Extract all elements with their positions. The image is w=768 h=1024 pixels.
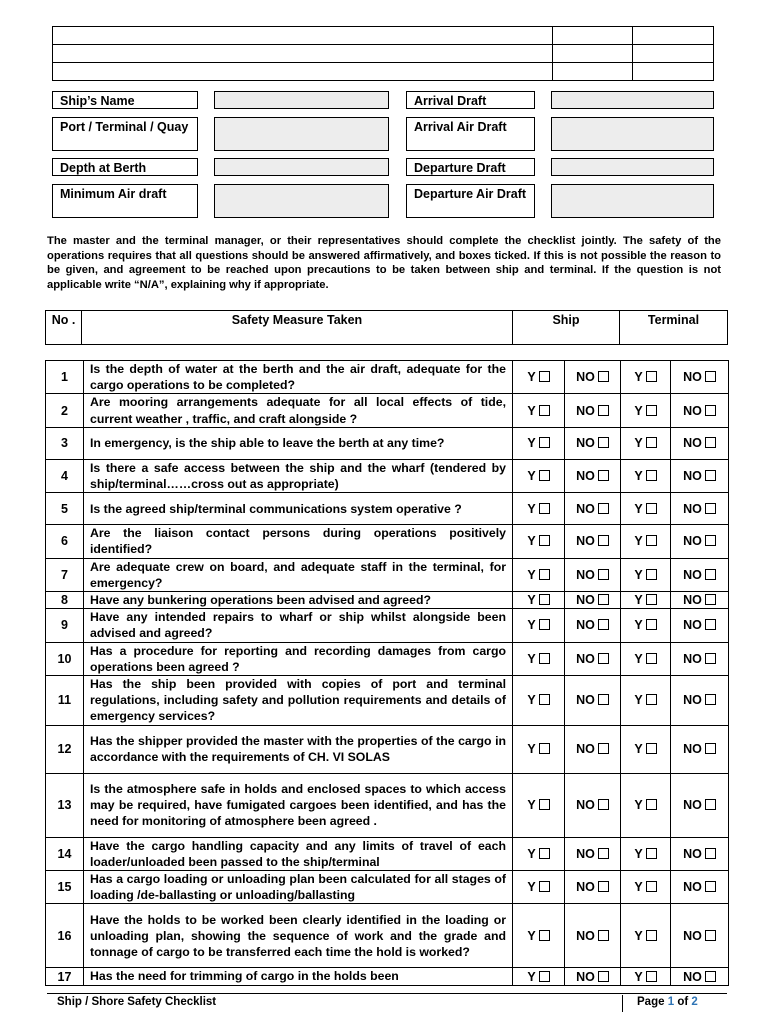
checklist-row <box>46 394 729 427</box>
ship-yes-checkbox[interactable] <box>539 743 550 754</box>
ship-no-checkbox[interactable] <box>598 694 609 705</box>
item-question: Is there a safe access between the ship and the wharf (tendered by ship/terminal……cross out as appropriate) <box>84 459 513 492</box>
terminal-no <box>671 968 729 985</box>
item-question: Are adequate crew on board, and adequate staff in the terminal, for emergency? <box>84 558 513 591</box>
page-indicator <box>637 996 698 1008</box>
item-number: 16 <box>46 904 84 968</box>
item-question: Are mooring arrangements adequate for all local effects of tide, current weather , traffic, and craft alongside ? <box>84 394 513 427</box>
terminal-no-checkbox[interactable] <box>705 619 716 630</box>
item-question: Has the need for trimming of cargo in the holds been <box>84 968 513 985</box>
ship-yes <box>513 904 565 968</box>
terminal-no <box>671 427 729 459</box>
checklist-row <box>46 525 729 558</box>
ship-no <box>565 558 621 591</box>
checklist-row <box>46 871 729 904</box>
item-number: 8 <box>46 592 84 609</box>
terminal-no <box>671 837 729 870</box>
ship-yes-label: Y <box>527 928 536 943</box>
ship-no <box>565 459 621 492</box>
departure-draft-label: Departure Draft <box>406 158 535 176</box>
terminal-yes <box>621 676 671 726</box>
terminal-yes-checkbox[interactable] <box>646 569 657 580</box>
item-number: 3 <box>46 427 84 459</box>
ship-no <box>565 837 621 870</box>
terminal-no-checkbox[interactable] <box>705 930 716 941</box>
terminal-no-checkbox[interactable] <box>705 881 716 892</box>
item-question: Has the shipper provided the master with the properties of the cargo in accordance with the requirements of CH. VI SOLAS <box>84 725 513 773</box>
ship-no-checkbox[interactable] <box>598 653 609 664</box>
ship-yes <box>513 525 565 558</box>
terminal-yes-label: Y <box>634 969 643 984</box>
terminal-yes-checkbox[interactable] <box>646 503 657 514</box>
ship-yes <box>513 558 565 591</box>
ship-no-label: NO <box>576 534 595 549</box>
ship-no-checkbox[interactable] <box>598 743 609 754</box>
terminal-no-label: NO <box>683 880 702 895</box>
ship-no-label: NO <box>576 618 595 633</box>
ship-yes-label: Y <box>527 798 536 813</box>
ship-yes-label: Y <box>527 469 536 484</box>
minimum-air-draft-field[interactable] <box>214 184 389 218</box>
ship-no-checkbox[interactable] <box>598 881 609 892</box>
ship-yes <box>513 968 565 985</box>
terminal-no-label: NO <box>683 370 702 385</box>
terminal-yes-checkbox[interactable] <box>646 371 657 382</box>
terminal-no <box>671 904 729 968</box>
terminal-yes <box>621 361 671 394</box>
terminal-no-checkbox[interactable] <box>705 535 716 546</box>
terminal-no-label: NO <box>683 742 702 757</box>
item-number: 11 <box>46 676 84 726</box>
arrival-air-draft-label: Arrival Air Draft <box>406 117 535 151</box>
ship-yes-checkbox[interactable] <box>539 848 550 859</box>
terminal-no-checkbox[interactable] <box>705 848 716 859</box>
ship-no-checkbox[interactable] <box>598 405 609 416</box>
terminal-no-label: NO <box>683 436 702 451</box>
ship-yes-label: Y <box>527 880 536 895</box>
terminal-no <box>671 525 729 558</box>
terminal-yes-checkbox[interactable] <box>646 470 657 481</box>
item-question: Have any intended repairs to wharf or ship whilst alongside been advised and agreed? <box>84 609 513 642</box>
terminal-yes <box>621 427 671 459</box>
ship-yes-checkbox[interactable] <box>539 619 550 630</box>
terminal-no-checkbox[interactable] <box>705 653 716 664</box>
terminal-yes <box>621 609 671 642</box>
ship-no <box>565 642 621 675</box>
terminal-no <box>671 773 729 837</box>
checklist-row <box>46 592 729 609</box>
checklist-column-header <box>45 310 728 345</box>
terminal-yes <box>621 558 671 591</box>
ship-yes-label: Y <box>527 693 536 708</box>
minimum-air-draft-label: Minimum Air draft <box>52 184 198 218</box>
terminal-no-checkbox[interactable] <box>705 503 716 514</box>
page-word: Page <box>637 996 665 1008</box>
terminal-yes-label: Y <box>634 403 643 418</box>
terminal-yes-label: Y <box>634 593 643 608</box>
terminal-no-label: NO <box>683 534 702 549</box>
checklist-row <box>46 361 729 394</box>
terminal-no <box>671 609 729 642</box>
ship-yes-checkbox[interactable] <box>539 799 550 810</box>
ship-no-checkbox[interactable] <box>598 371 609 382</box>
ship-no-checkbox[interactable] <box>598 470 609 481</box>
ship-yes <box>513 459 565 492</box>
terminal-yes-label: Y <box>634 798 643 813</box>
terminal-no-checkbox[interactable] <box>705 743 716 754</box>
ship-yes <box>513 871 565 904</box>
ship-no-checkbox[interactable] <box>598 503 609 514</box>
terminal-no <box>671 361 729 394</box>
terminal-yes-checkbox[interactable] <box>646 694 657 705</box>
terminal-yes <box>621 968 671 985</box>
col-terminal-header: Terminal <box>620 311 728 345</box>
ship-yes-label: Y <box>527 969 536 984</box>
checklist-row <box>46 493 729 525</box>
depth-at-berth-field[interactable] <box>214 158 389 176</box>
port-terminal-quay-label: Port / Terminal / Quay <box>52 117 198 151</box>
footer-separator <box>622 995 623 1012</box>
terminal-yes-checkbox[interactable] <box>646 971 657 982</box>
ship-yes-label: Y <box>527 567 536 582</box>
terminal-yes-checkbox[interactable] <box>646 437 657 448</box>
terminal-yes-label: Y <box>634 693 643 708</box>
ship-yes-checkbox[interactable] <box>539 930 550 941</box>
ship-yes <box>513 837 565 870</box>
ship-no-label: NO <box>576 928 595 943</box>
departure-draft-field[interactable] <box>551 158 714 176</box>
terminal-yes-label: Y <box>634 501 643 516</box>
item-number: 14 <box>46 837 84 870</box>
terminal-no <box>671 459 729 492</box>
col-no-header: No . <box>46 311 82 345</box>
checklist-table <box>45 360 729 986</box>
terminal-no-checkbox[interactable] <box>705 371 716 382</box>
item-number: 10 <box>46 642 84 675</box>
ship-no <box>565 394 621 427</box>
terminal-no-checkbox[interactable] <box>705 694 716 705</box>
checklist-row <box>46 676 729 726</box>
terminal-yes-label: Y <box>634 370 643 385</box>
ship-no-label: NO <box>576 880 595 895</box>
ship-no-label: NO <box>576 403 595 418</box>
ship-no-label: NO <box>576 593 595 608</box>
checklist-row <box>46 609 729 642</box>
ship-yes <box>513 773 565 837</box>
ship-no <box>565 725 621 773</box>
ship-no-label: NO <box>576 651 595 666</box>
ship-no-label: NO <box>576 436 595 451</box>
item-question: Have the holds to be worked been clearly identified in the loading or unloading plan, showing the sequence of work and the grade and tonnage of cargo to be transferred each time the hold is worked? <box>84 904 513 968</box>
ship-no <box>565 609 621 642</box>
terminal-yes-checkbox[interactable] <box>646 848 657 859</box>
ship-no <box>565 493 621 525</box>
terminal-no-checkbox[interactable] <box>705 437 716 448</box>
checklist-row <box>46 427 729 459</box>
ship-yes-checkbox[interactable] <box>539 971 550 982</box>
ship-yes <box>513 676 565 726</box>
terminal-no-label: NO <box>683 651 702 666</box>
terminal-no-checkbox[interactable] <box>705 799 716 810</box>
ship-yes-label: Y <box>527 534 536 549</box>
item-question: Has the ship been provided with copies of port and terminal regulations, including safety and pollution requirements and details of emergency services? <box>84 676 513 726</box>
ship-no-label: NO <box>576 501 595 516</box>
terminal-no-checkbox[interactable] <box>705 470 716 481</box>
item-question: Is the atmosphere safe in holds and enclosed spaces to which access may be required, have fumigated cargoes been identified, and has the need for monitoring of atmosphere been agreed . <box>84 773 513 837</box>
ship-name-field[interactable] <box>214 91 389 109</box>
item-number: 15 <box>46 871 84 904</box>
ship-no-checkbox[interactable] <box>598 437 609 448</box>
item-number: 6 <box>46 525 84 558</box>
ship-yes <box>513 361 565 394</box>
terminal-no-checkbox[interactable] <box>705 405 716 416</box>
terminal-no-checkbox[interactable] <box>705 569 716 580</box>
ship-no <box>565 427 621 459</box>
ship-no <box>565 904 621 968</box>
departure-air-draft-label: Departure Air Draft <box>406 184 535 218</box>
terminal-no <box>671 493 729 525</box>
ship-no-label: NO <box>576 846 595 861</box>
checklist-row <box>46 725 729 773</box>
arrival-air-draft-field[interactable] <box>551 117 714 151</box>
terminal-yes-label: Y <box>634 534 643 549</box>
terminal-no-checkbox[interactable] <box>705 594 716 605</box>
item-number: 12 <box>46 725 84 773</box>
terminal-yes-label: Y <box>634 436 643 451</box>
item-number: 13 <box>46 773 84 837</box>
terminal-no <box>671 642 729 675</box>
ship-yes-checkbox[interactable] <box>539 535 550 546</box>
checklist-row <box>46 904 729 968</box>
terminal-no <box>671 394 729 427</box>
ship-yes-checkbox[interactable] <box>539 405 550 416</box>
checklist-row <box>46 837 729 870</box>
terminal-yes <box>621 525 671 558</box>
item-question: In emergency, is the ship able to leave the berth at any time? <box>84 427 513 459</box>
ship-no-checkbox[interactable] <box>598 799 609 810</box>
intro-paragraph: The master and the terminal manager, or their representatives should complete the checklist jointly. The safety of the operations requires that all questions should be answered affirmatively, and boxes ticked. If this is not possible the reason to be given, and agreement to be reached upon precautions to be taken between ship and terminal. If the question is not applicable write “N/A”, explaining why if appropriate. <box>47 235 721 292</box>
ship-no-checkbox[interactable] <box>598 930 609 941</box>
terminal-no <box>671 558 729 591</box>
terminal-yes-label: Y <box>634 846 643 861</box>
ship-no-label: NO <box>576 567 595 582</box>
item-question: Have the cargo handling capacity and any limits of travel of each loader/unloaded been passed to the ship/terminal <box>84 837 513 870</box>
item-question: Has a cargo loading or unloading plan been calculated for all stages of loading /de-ballasting or unloading/ballasting <box>84 871 513 904</box>
terminal-yes <box>621 642 671 675</box>
item-number: 9 <box>46 609 84 642</box>
terminal-yes-label: Y <box>634 567 643 582</box>
ship-no-checkbox[interactable] <box>598 535 609 546</box>
col-ship-header: Ship <box>513 311 620 345</box>
arrival-draft-label: Arrival Draft <box>406 91 535 109</box>
terminal-yes-label: Y <box>634 469 643 484</box>
ship-yes <box>513 427 565 459</box>
ship-no-label: NO <box>576 469 595 484</box>
item-question: Are the liaison contact persons during operations positively identified? <box>84 525 513 558</box>
ship-yes-label: Y <box>527 651 536 666</box>
ship-yes-checkbox[interactable] <box>539 653 550 664</box>
ship-yes <box>513 642 565 675</box>
current-page: 1 <box>667 996 675 1008</box>
ship-yes-checkbox[interactable] <box>539 371 550 382</box>
depth-at-berth-label: Depth at Berth <box>52 158 198 176</box>
terminal-no <box>671 592 729 609</box>
terminal-yes-label: Y <box>634 651 643 666</box>
ship-yes <box>513 609 565 642</box>
ship-no-label: NO <box>576 798 595 813</box>
ship-yes-checkbox[interactable] <box>539 881 550 892</box>
terminal-yes <box>621 871 671 904</box>
col-measure-header: Safety Measure Taken <box>82 311 513 345</box>
ship-name-label: Ship’s Name <box>52 91 198 109</box>
terminal-yes-checkbox[interactable] <box>646 405 657 416</box>
ship-yes-label: Y <box>527 501 536 516</box>
terminal-yes <box>621 773 671 837</box>
ship-no <box>565 871 621 904</box>
ship-yes <box>513 394 565 427</box>
departure-air-draft-field[interactable] <box>551 184 714 218</box>
ship-yes <box>513 592 565 609</box>
terminal-yes-checkbox[interactable] <box>646 881 657 892</box>
item-number: 1 <box>46 361 84 394</box>
item-question: Is the agreed ship/terminal communications system operative ? <box>84 493 513 525</box>
ship-yes-label: Y <box>527 742 536 757</box>
ship-yes-checkbox[interactable] <box>539 470 550 481</box>
ship-no-checkbox[interactable] <box>598 971 609 982</box>
ship-no-checkbox[interactable] <box>598 848 609 859</box>
terminal-yes <box>621 725 671 773</box>
terminal-yes-checkbox[interactable] <box>646 743 657 754</box>
ship-yes-checkbox[interactable] <box>539 694 550 705</box>
ship-no <box>565 525 621 558</box>
checklist-row <box>46 642 729 675</box>
ship-yes <box>513 493 565 525</box>
terminal-no-label: NO <box>683 403 702 418</box>
terminal-yes <box>621 394 671 427</box>
terminal-yes-checkbox[interactable] <box>646 619 657 630</box>
ship-no-label: NO <box>576 742 595 757</box>
ship-no-checkbox[interactable] <box>598 569 609 580</box>
terminal-yes <box>621 837 671 870</box>
ship-no-label: NO <box>576 969 595 984</box>
ship-yes-label: Y <box>527 436 536 451</box>
checklist-row <box>46 968 729 985</box>
terminal-yes-checkbox[interactable] <box>646 930 657 941</box>
checklist-row <box>46 773 729 837</box>
item-question: Has a procedure for reporting and recording damages from cargo operations been agreed ? <box>84 642 513 675</box>
terminal-yes-label: Y <box>634 618 643 633</box>
item-number: 4 <box>46 459 84 492</box>
terminal-yes-label: Y <box>634 928 643 943</box>
ship-no <box>565 773 621 837</box>
footer-rule <box>47 993 727 994</box>
terminal-yes-label: Y <box>634 880 643 895</box>
ship-yes-label: Y <box>527 618 536 633</box>
ship-yes-label: Y <box>527 593 536 608</box>
header-grid <box>52 26 714 81</box>
ship-yes-checkbox[interactable] <box>539 437 550 448</box>
terminal-no-label: NO <box>683 928 702 943</box>
terminal-yes-label: Y <box>634 742 643 757</box>
terminal-no-label: NO <box>683 501 702 516</box>
ship-yes-checkbox[interactable] <box>539 594 550 605</box>
ship-yes-checkbox[interactable] <box>539 503 550 514</box>
checklist-row <box>46 459 729 492</box>
checklist-row <box>46 558 729 591</box>
terminal-no <box>671 725 729 773</box>
terminal-yes-checkbox[interactable] <box>646 653 657 664</box>
port-terminal-quay-field[interactable] <box>214 117 389 151</box>
item-number: 2 <box>46 394 84 427</box>
ship-yes-checkbox[interactable] <box>539 569 550 580</box>
terminal-yes <box>621 459 671 492</box>
ship-yes-label: Y <box>527 403 536 418</box>
terminal-yes <box>621 592 671 609</box>
ship-yes <box>513 725 565 773</box>
terminal-no <box>671 676 729 726</box>
footer-title: Ship / Shore Safety Checklist <box>57 996 217 1008</box>
terminal-no <box>671 871 729 904</box>
ship-no-checkbox[interactable] <box>598 619 609 630</box>
ship-no <box>565 968 621 985</box>
arrival-draft-field[interactable] <box>551 91 714 109</box>
terminal-yes-checkbox[interactable] <box>646 594 657 605</box>
item-question: Is the depth of water at the berth and the air draft, adequate for the cargo operations to be completed? <box>84 361 513 394</box>
terminal-yes <box>621 493 671 525</box>
ship-no <box>565 592 621 609</box>
terminal-yes-checkbox[interactable] <box>646 535 657 546</box>
terminal-no-label: NO <box>683 567 702 582</box>
terminal-no-checkbox[interactable] <box>705 971 716 982</box>
terminal-no-label: NO <box>683 969 702 984</box>
ship-no-label: NO <box>576 693 595 708</box>
terminal-no-label: NO <box>683 798 702 813</box>
ship-yes-label: Y <box>527 846 536 861</box>
item-number: 17 <box>46 968 84 985</box>
item-number: 5 <box>46 493 84 525</box>
terminal-no-label: NO <box>683 593 702 608</box>
terminal-no-label: NO <box>683 618 702 633</box>
ship-no-checkbox[interactable] <box>598 594 609 605</box>
of-word: of <box>677 996 689 1008</box>
terminal-no-label: NO <box>683 693 702 708</box>
terminal-no-label: NO <box>683 846 702 861</box>
item-number: 7 <box>46 558 84 591</box>
total-pages: 2 <box>691 996 698 1008</box>
item-question: Have any bunkering operations been advised and agreed? <box>84 592 513 609</box>
ship-yes-label: Y <box>527 370 536 385</box>
terminal-yes <box>621 904 671 968</box>
ship-no <box>565 676 621 726</box>
terminal-yes-checkbox[interactable] <box>646 799 657 810</box>
ship-no <box>565 361 621 394</box>
terminal-no-label: NO <box>683 469 702 484</box>
ship-no-label: NO <box>576 370 595 385</box>
